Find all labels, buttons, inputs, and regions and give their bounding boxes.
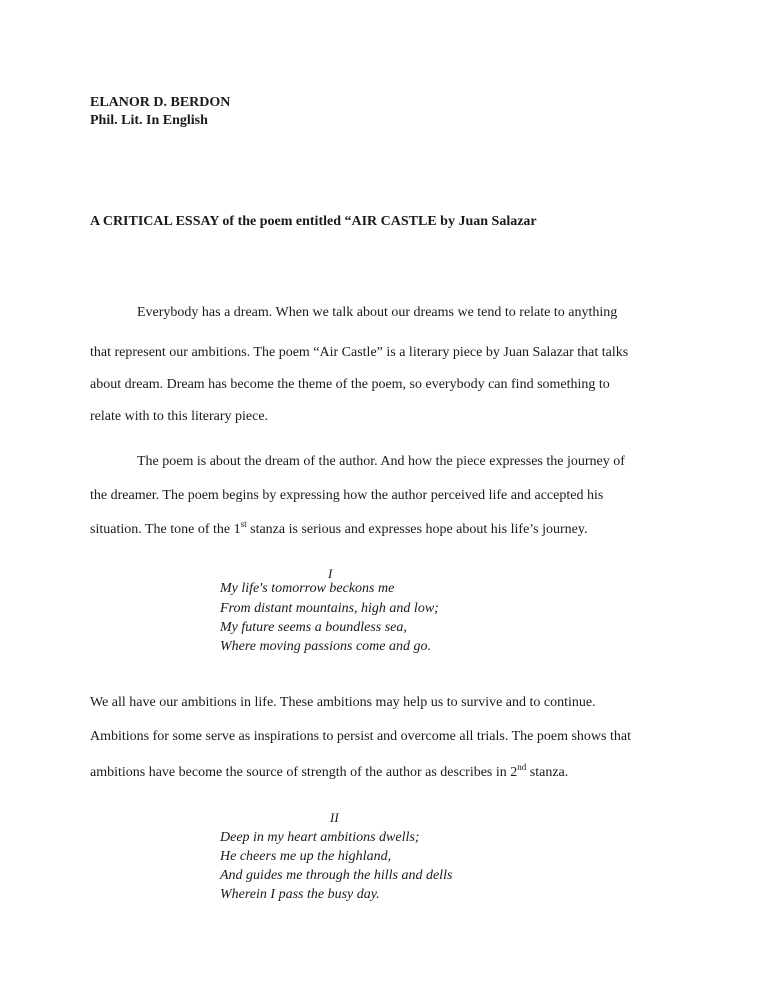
stanza-2-line-2: He cheers me up the highland, [220, 849, 392, 864]
author-header [90, 94, 230, 130]
author-name: ELANOR D. BERDON [90, 95, 231, 110]
paragraph-2-line-2: the dreamer. The poem begins by expressing how the author perceived life and accepted his [90, 488, 604, 503]
stanza-1-line-3: My future seems a boundless sea, [220, 620, 407, 635]
stanza-1-line-2: From distant mountains, high and low; [220, 601, 439, 616]
paragraph-1-line-1: Everybody has a dream. When we talk about our dreams we tend to relate to anything [137, 305, 618, 320]
paragraph-3-line-1: We all have our ambitions in life. These ambitions may help us to survive and to continue. [90, 695, 596, 710]
paragraph-2-line-1: The poem is about the dream of the author. And how the piece expresses the journey of [137, 454, 625, 469]
paragraph-3-line-2: Ambitions for some serve as inspirations to persist and overcome all trials. The poem shows that [90, 729, 631, 744]
essay-title: A CRITICAL ESSAY of the poem entitled “AIR CASTLE by Juan Salazar [90, 214, 537, 229]
paragraph-1-line-3: about dream. Dream has become the theme of the poem, so everybody can find something to [90, 377, 610, 392]
stanza-1-number: I [328, 566, 333, 581]
stanza-2-line-4: Wherein I pass the busy day. [220, 887, 380, 902]
paragraph-2-line-3: situation. The tone of the 1st stanza is serious and expresses hope about his life’s journey. [90, 519, 588, 537]
course-name: Phil. Lit. In English [90, 113, 208, 128]
paragraph-1-line-2: that represent our ambitions. The poem “Air Castle” is a literary piece by Juan Salazar that talks [90, 345, 629, 360]
stanza-1-line-4: Where moving passions come and go. [220, 639, 432, 654]
stanza-1-line-1: My life's tomorrow beckons me [220, 581, 395, 596]
stanza-2-line-3: And guides me through the hills and dells [220, 868, 453, 883]
paragraph-3-line-3: ambitions have become the source of strength of the author as describes in 2nd stanza. [90, 762, 569, 780]
stanza-2-line-1: Deep in my heart ambitions dwells; [220, 830, 420, 845]
stanza-2-number: II [330, 810, 339, 825]
paragraph-1-line-4: relate with to this literary piece. [90, 409, 269, 424]
